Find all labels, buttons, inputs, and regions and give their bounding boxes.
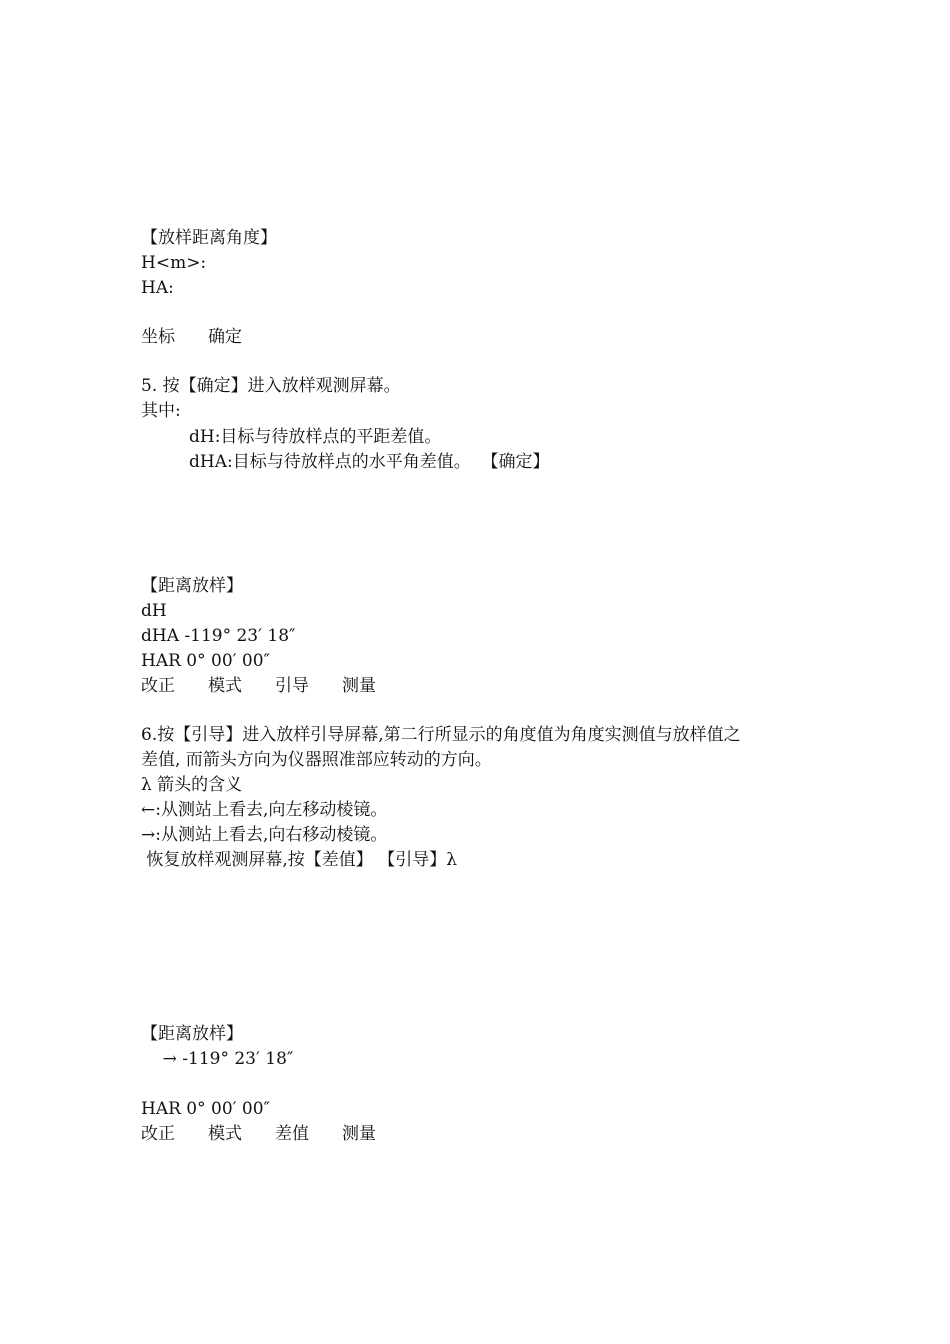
step5-dh-desc: dH:目标与待放样点的平距差值。 xyxy=(189,427,442,447)
screen2-dha: dHA -119° 23′ 18″ xyxy=(141,626,296,646)
softkey-mode[interactable]: 模式 xyxy=(208,1124,242,1144)
softkey-correction[interactable]: 改正 xyxy=(141,676,175,696)
softkey-difference[interactable]: 差值 xyxy=(275,1124,309,1144)
step5-dha-desc: dHA:目标与待放样点的水平角差值。 【确定】 xyxy=(189,452,550,472)
screen2-dh: dH xyxy=(141,601,167,621)
softkey-correction[interactable]: 改正 xyxy=(141,1124,175,1144)
softkey-measure[interactable]: 测量 xyxy=(342,1124,376,1144)
screen2-softkeys xyxy=(141,674,409,698)
softkey-mode[interactable]: 模式 xyxy=(208,676,242,696)
screen1-h-label: H<m>: xyxy=(141,253,207,273)
screen1-ha-label: HA: xyxy=(141,278,174,298)
screen2-title: 【距离放样】 xyxy=(141,576,243,596)
screen1-title: 【放样距离角度】 xyxy=(141,228,277,248)
step6-left-arrow: ←:从测站上看去,向左移动棱镜。 xyxy=(141,800,388,820)
screen3-title: 【距离放样】 xyxy=(141,1024,243,1044)
step6-line2: 差值, 而箭头方向为仪器照准部应转动的方向。 xyxy=(141,750,492,770)
screen3-arrow-angle: → -119° 23′ 18″ xyxy=(141,1049,294,1069)
step6-restore: 恢复放样观测屏幕,按【差值】 【引导】λ xyxy=(141,850,457,870)
screen3-har: HAR 0° 00′ 00″ xyxy=(141,1099,270,1119)
softkey-coordinate[interactable]: 坐标 xyxy=(141,327,175,347)
softkey-guide[interactable]: 引导 xyxy=(275,676,309,696)
step6-line1: 6.按【引导】进入放样引导屏幕,第二行所显示的角度值为角度实测值与放样值之 xyxy=(141,725,741,745)
step6-right-arrow: →:从测站上看去,向右移动棱镜。 xyxy=(141,825,388,845)
step5-where: 其中: xyxy=(141,401,181,421)
screen2-har: HAR 0° 00′ 00″ xyxy=(141,651,270,671)
screen3-softkeys xyxy=(141,1122,409,1146)
screen1-softkeys xyxy=(141,325,275,349)
step6-arrow-meaning: λ 箭头的含义 xyxy=(141,775,243,795)
softkey-measure[interactable]: 测量 xyxy=(342,676,376,696)
step5-text: 5. 按【确定】进入放样观测屏幕。 xyxy=(141,376,401,396)
softkey-confirm[interactable]: 确定 xyxy=(208,327,242,347)
